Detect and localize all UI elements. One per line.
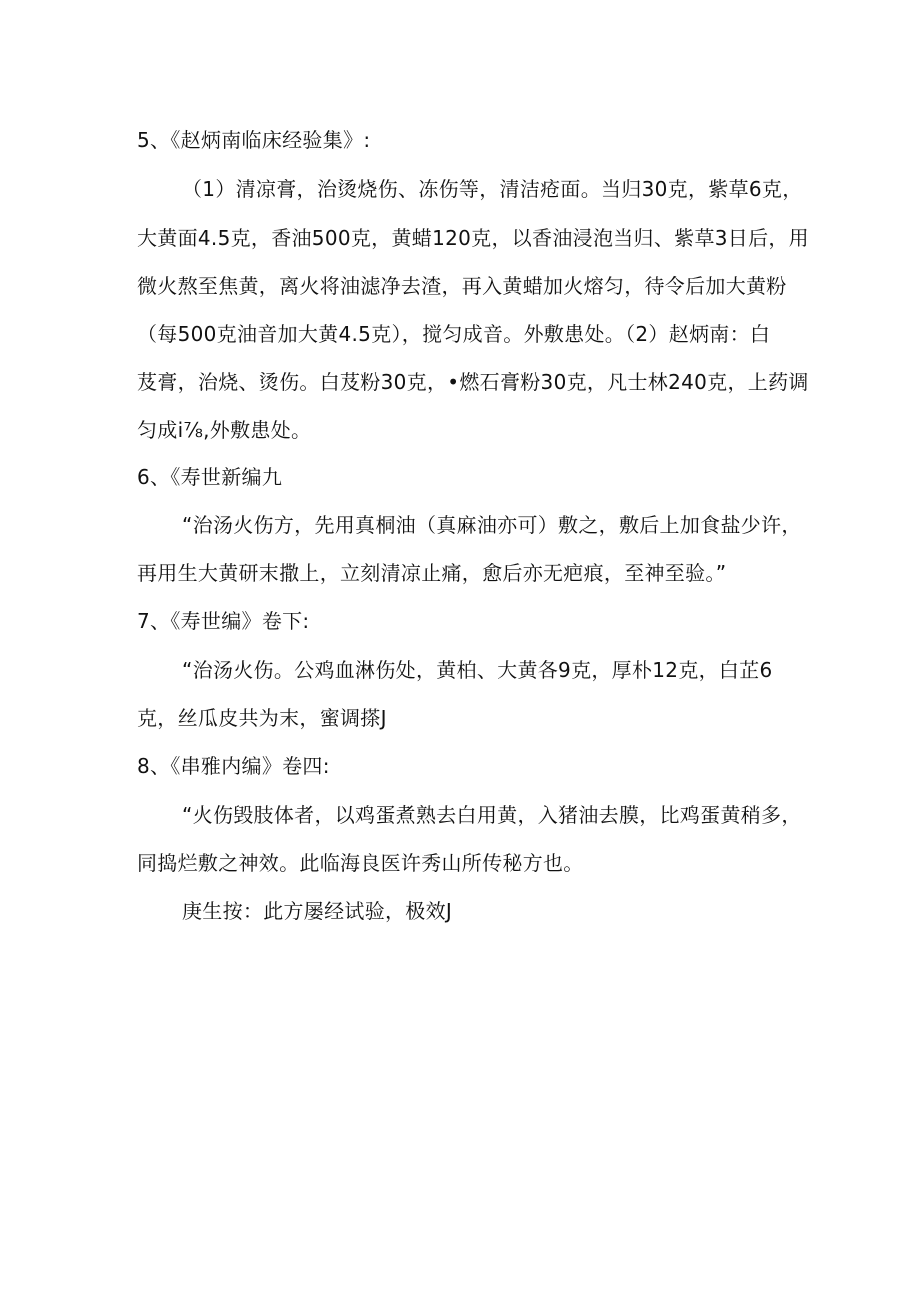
- section-6-line-2: 再用生大黄研末撒上，立刻清凉止痛，愈后亦无疤痕，至神至验。”: [137, 561, 727, 585]
- section-8-heading: 8、《串雅内编》卷四:: [137, 754, 330, 778]
- editor-note: 庚生按：此方屡经试验，极效J: [182, 899, 453, 923]
- section-5-line-4: （每500克油音加大黄4.5克），搅匀成音。外敷患处。（2）赵炳南：白: [137, 322, 771, 346]
- section-6-heading: 6、《寿世新编九: [137, 465, 283, 489]
- section-5-line-3: 微火熬至焦黄，离火将油滤净去渣，再入黄蜡加火熔匀，待令后加大黄粉: [137, 274, 787, 298]
- section-5-line-6: 匀成i⅞,外敷患处。: [137, 418, 312, 442]
- section-5-line-2: 大黄面4.5克，香油500克，黄蜡120克，以香油浸泡当归、紫草3日后，用: [137, 226, 809, 250]
- section-5-line-5: 芨膏，治烧、烫伤。白芨粉30克，•燃石膏粉30克，凡士林240克，上药调: [137, 370, 809, 394]
- section-7-line-1: “治汤火伤。公鸡血淋伤处，黄柏、大黄各9克，厚朴12克，白芷6: [182, 658, 773, 682]
- section-7-heading: 7、《寿世编》卷下:: [137, 609, 310, 633]
- section-8-line-1: “火伤毁肢体者，以鸡蛋煮熟去白用黄，入猪油去膜，比鸡蛋黄稍多，: [182, 803, 802, 827]
- section-7-line-2: 克，丝瓜皮共为末，蜜调搽J: [137, 706, 387, 730]
- section-6-line-1: “治汤火伤方，先用真桐油（真麻油亦可）敷之，敷后上加食盐少许，: [182, 513, 802, 537]
- section-5-line-1: （1）清凉膏，治烫烧伤、冻伤等，清洁疮面。当归30克，紫草6克，: [182, 177, 803, 201]
- section-5-heading: 5、《赵炳南临床经验集》:: [137, 128, 371, 152]
- section-8-line-2: 同捣烂敷之神效。此临海良医许秀山所传秘方也。: [137, 851, 584, 875]
